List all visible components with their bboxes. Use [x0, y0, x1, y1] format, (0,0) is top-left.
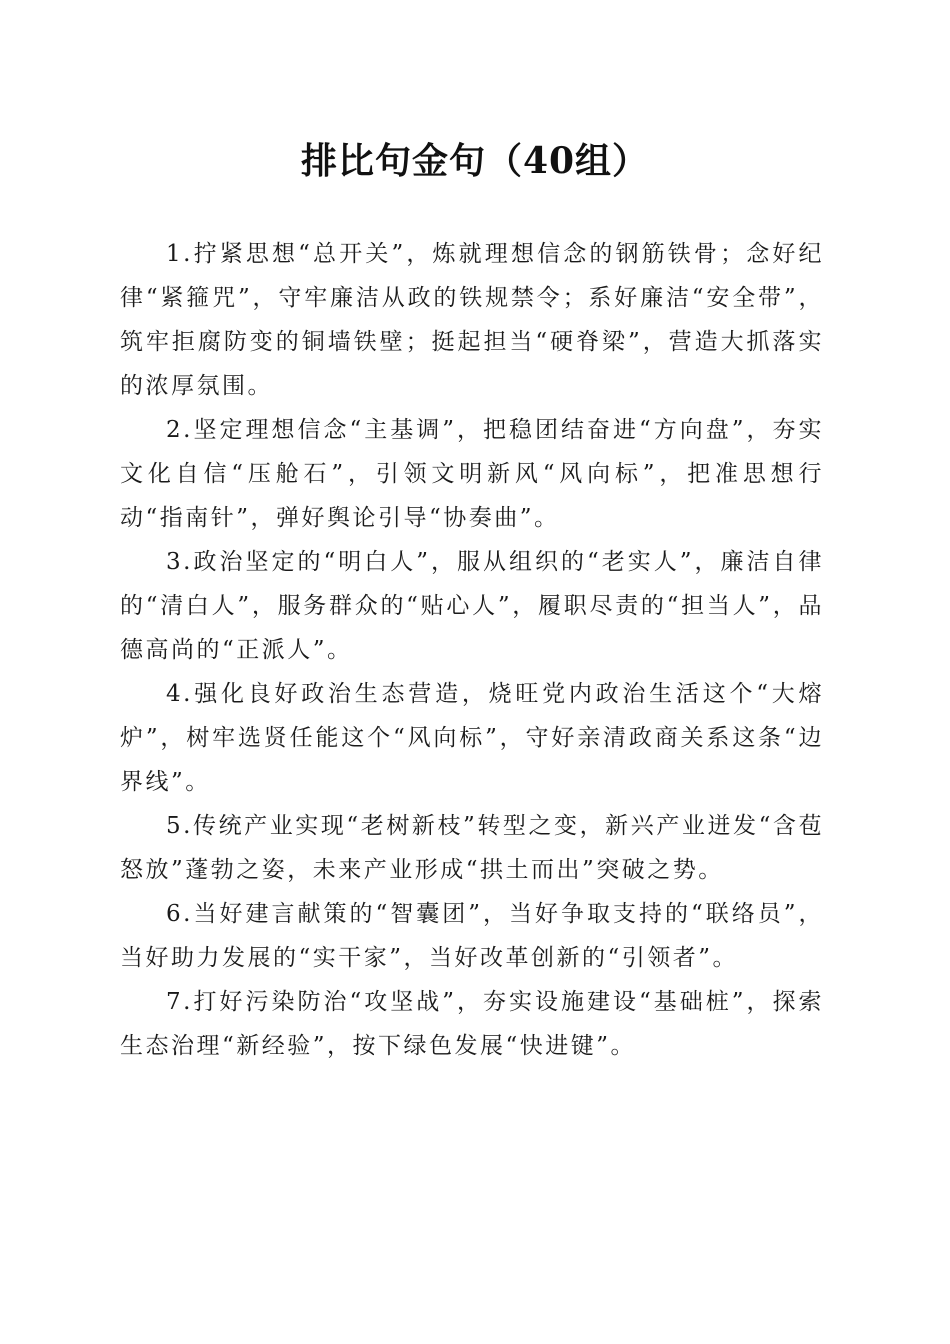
document-body: [120, 232, 824, 1068]
paragraph-1: 1.拧紧思想“总开关”，炼就理想信念的钢筋铁骨；念好纪律“紧箍咒”，守牢廉洁从政的铁规禁令；系好廉洁“安全带”，筑牢拒腐防变的铜墙铁壁；挺起担当“硬脊梁”，营造大抓落实的浓厚氛围。: [120, 241, 824, 399]
paragraph-3: 3.政治坚定的“明白人”，服从组织的“老实人”，廉洁自律的“清白人”，服务群众的“贴心人”，履职尽责的“担当人”，品德高尚的“正派人”。: [120, 549, 824, 663]
paragraph-7: 7.打好污染防治“攻坚战”，夯实设施建设“基础桩”，探索生态治理“新经验”，按下绿色发展“快进键”。: [120, 989, 824, 1059]
paragraph-6: 6.当好建言献策的“智囊团”，当好争取支持的“联络员”，当好助力发展的“实干家”，当好改革创新的“引领者”。: [120, 901, 824, 971]
paragraph-4: 4.强化良好政治生态营造，烧旺党内政治生活这个“大熔炉”，树牢选贤任能这个“风向标”，守好亲清政商关系这条“边界线”。: [120, 681, 824, 795]
document-title: 排比句金句（40组）: [300, 140, 650, 182]
paragraph-2: 2.坚定理想信念“主基调”，把稳团结奋进“方向盘”，夯实文化自信“压舱石”，引领文明新风“风向标”，把准思想行动“指南针”，弹好舆论引导“协奏曲”。: [120, 417, 824, 531]
paragraph-5: 5.传统产业实现“老树新枝”转型之变，新兴产业迸发“含苞怒放”蓬勃之姿，未来产业形成“拱土而出”突破之势。: [120, 813, 824, 883]
